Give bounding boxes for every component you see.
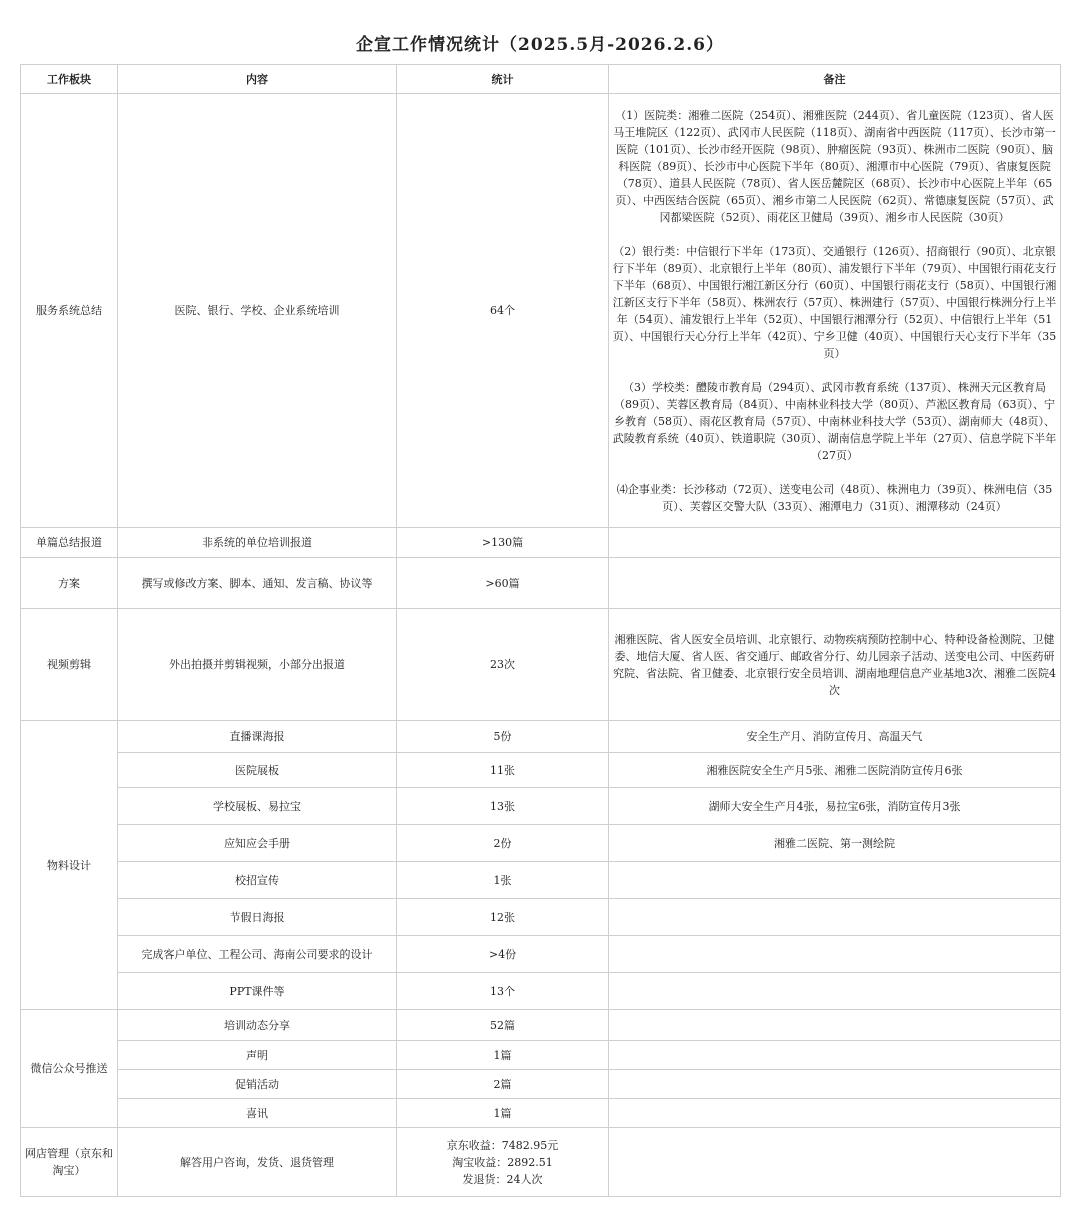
table-row [21, 1128, 1061, 1197]
notes-cell [609, 862, 1061, 899]
content-cell: 外出拍摄并剪辑视频，小部分出报道 [118, 609, 397, 721]
table-row [21, 609, 1061, 721]
page-title: 企宣工作情况统计（2025.5月-2026.2.6） [20, 20, 1060, 65]
notes-cell [609, 1128, 1061, 1197]
notes-cell [609, 1041, 1061, 1070]
content-cell: 解答用户咨询，发货、退货管理 [118, 1128, 397, 1197]
count-cell: 52篇 [397, 1010, 609, 1041]
notes-cell: 安全生产月、消防宣传月、高温天气 [609, 721, 1061, 753]
table-row [21, 558, 1061, 609]
notes-cell [609, 558, 1061, 609]
content-cell: 培训动态分享 [118, 1010, 397, 1041]
count-cell: 12张 [397, 899, 609, 936]
count-cell: >60篇 [397, 558, 609, 609]
notes-cell [609, 936, 1061, 973]
notes-cell [609, 528, 1061, 558]
header-count: 统计 [397, 65, 609, 94]
table-row [21, 94, 1061, 528]
section-cell: 物料设计 [21, 721, 118, 1010]
header-row [21, 65, 1061, 94]
table-row [21, 973, 1061, 1010]
notes-enterprises: ⑷企事业类：长沙移动（72页）、送变电公司（48页）、株洲电力（39页）、株洲电信（35页）、芙蓉区交警大队（33页）、湘潭电力（31页）、湘潭移动（24页） [616, 482, 1053, 513]
content-cell: 医院展板 [118, 753, 397, 788]
count-cell: 2份 [397, 825, 609, 862]
section-cell: 微信公众号推送 [21, 1010, 118, 1128]
content-cell: PPT课件等 [118, 973, 397, 1010]
table-row [21, 721, 1061, 753]
count-cell: 1张 [397, 862, 609, 899]
count-cell: 13张 [397, 788, 609, 825]
count-cell: 13个 [397, 973, 609, 1010]
content-cell: 喜讯 [118, 1099, 397, 1128]
notes-cell: 湘雅二医院、第一测绘院 [609, 825, 1061, 862]
header-content: 内容 [118, 65, 397, 94]
returns-count: 发退货：24人次 [462, 1172, 543, 1186]
jd-revenue: 京东收益：7482.95元 [446, 1138, 559, 1152]
count-cell: 1篇 [397, 1099, 609, 1128]
content-cell: 促销活动 [118, 1070, 397, 1099]
notes-cell: 湘雅医院、省人医安全员培训、北京银行、动物疾病预防控制中心、特种设备检测院、卫健委、地信大厦、省人医、省交通厅、邮政省分行、幼儿园亲子活动、送变电公司、中医药研究院、省法院、省卫健委、北京银行安全员培训、湖南地理信息产业基地3次、湘雅二医院4次 [609, 609, 1061, 721]
content-cell: 应知应会手册 [118, 825, 397, 862]
content-cell: 完成客户单位、工程公司、海南公司要求的设计 [118, 936, 397, 973]
content-cell: 声明 [118, 1041, 397, 1070]
notes-cell [609, 1010, 1061, 1041]
content-cell: 撰写或修改方案、脚本、通知、发言稿、协议等 [118, 558, 397, 609]
table-row [21, 788, 1061, 825]
notes-cell [609, 1099, 1061, 1128]
notes-cell [609, 94, 1061, 528]
content-cell: 学校展板、易拉宝 [118, 788, 397, 825]
section-cell: 单篇总结报道 [21, 528, 118, 558]
notes-cell: 湖师大安全生产月4张，易拉宝6张，消防宣传月3张 [609, 788, 1061, 825]
stats-sheet [20, 20, 1060, 1200]
content-cell: 医院、银行、学校、企业系统培训 [118, 94, 397, 528]
section-cell: 视频剪辑 [21, 609, 118, 721]
notes-cell [609, 899, 1061, 936]
stats-table [20, 64, 1061, 1197]
content-cell: 非系统的单位培训报道 [118, 528, 397, 558]
count-cell [397, 1128, 609, 1197]
notes-cell [609, 973, 1061, 1010]
count-cell: 23次 [397, 609, 609, 721]
notes-hospitals: （1）医院类：湘雅二医院（254页）、湘雅医院（244页）、省儿童医院（123页）、省人医马王堆院区（122页）、武冈市人民医院（118页）、湖南省中西医院（117页）、长沙市第一医院（101页）、长沙市经开医院（98页）、肿瘤医院（93页）、株洲市二医院（90页）、脑科医院（89页）、长沙市中心医院下半年（80页）、湘潭市中心医院（79页）、省康复医院（78页）、道县人民医院（78页）、省人医岳麓院区（68页）、长沙市中心医院上半年（65页）、中西医结合医院（65页）、湘乡市第二人民医院（62页）、常德康复医院（57页）、武冈都梁医院（52页）、雨花区卫健局（39页）、湘乡市人民医院（30页） [613, 108, 1056, 224]
table-row [21, 753, 1061, 788]
notes-cell: 湘雅医院安全生产月5张、湘雅二医院消防宣传月6张 [609, 753, 1061, 788]
taobao-revenue: 淘宝收益：2892.51 [452, 1155, 553, 1169]
notes-cell [609, 1070, 1061, 1099]
section-cell: 服务系统总结 [21, 94, 118, 528]
header-section: 工作板块 [21, 65, 118, 94]
section-cell: 方案 [21, 558, 118, 609]
table-row [21, 825, 1061, 862]
table-row [21, 1041, 1061, 1070]
table-row [21, 936, 1061, 973]
content-cell: 校招宣传 [118, 862, 397, 899]
table-row [21, 899, 1061, 936]
header-notes: 备注 [609, 65, 1061, 94]
table-row [21, 1099, 1061, 1128]
table-row [21, 528, 1061, 558]
count-cell: 5份 [397, 721, 609, 753]
count-cell: 2篇 [397, 1070, 609, 1099]
count-cell: 1篇 [397, 1041, 609, 1070]
content-cell: 节假日海报 [118, 899, 397, 936]
table-row [21, 1010, 1061, 1041]
content-cell: 直播课海报 [118, 721, 397, 753]
count-cell: 64个 [397, 94, 609, 528]
count-cell: >130篇 [397, 528, 609, 558]
count-cell: 11张 [397, 753, 609, 788]
section-cell: 网店管理（京东和淘宝） [21, 1128, 118, 1197]
table-row [21, 1070, 1061, 1099]
notes-schools: （3）学校类：醴陵市教育局（294页）、武冈市教育系统（137页）、株洲天元区教育局（89页）、芙蓉区教育局（84页）、中南林业科技大学（80页）、芦淞区教育局（63页）、宁乡教育（58页）、雨花区教育局（57页）、中南林业科技大学（53页）、湖南师大（48页）、武陵教育系统（40页）、铁道职院（30页）、湖南信息学院上半年（27页）、信息学院下半年（27页） [612, 380, 1057, 462]
table-row [21, 862, 1061, 899]
notes-banks: （2）银行类：中信银行下半年（173页）、交通银行（126页）、招商银行（90页）、北京银行下半年（89页）、北京银行上半年（80页）、浦发银行下半年（79页）、中国银行雨花支行下半年（68页）、中国银行湘江新区分行（60页）、中国银行雨花支行（58页）、中国银行湘江新区支行下半年（58页）、株洲农行（57页）、株洲建行（57页）、中国银行株洲分行上半年（54页）、浦发银行上半年（52页）、中国银行湘潭分行（52页）、中信银行上半年（51页）、中国银行天心分行上半年（42页）、宁乡卫健（40页）、中国银行天心支行下半年（35页） [612, 244, 1057, 360]
count-cell: >4份 [397, 936, 609, 973]
